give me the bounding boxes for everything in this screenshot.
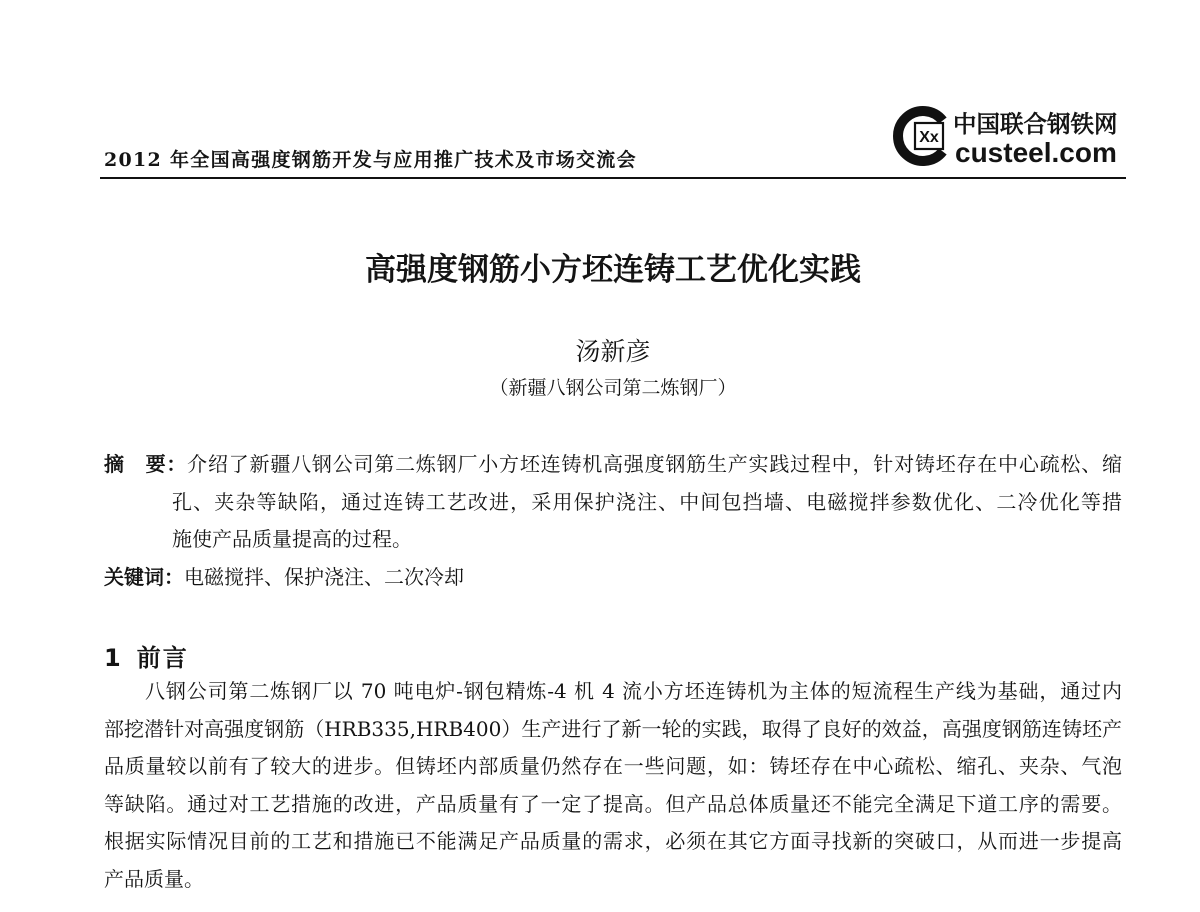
abstract-label: 摘 要： xyxy=(104,452,188,476)
conference-header: 2012 年全国高强度钢筋开发与应用推广技术及市场交流会 xyxy=(104,149,637,171)
abstract xyxy=(104,446,1122,597)
section-heading xyxy=(104,642,189,677)
paragraph-line: 根据实际情况目前的工艺和措施已不能满足产品质量的需求，必须在其它方面寻找新的突破口，从而进一步提高 xyxy=(104,829,1122,853)
abstract-line: 孔、夹杂等缺陷，通过连铸工艺改进，采用保护浇注、中间包挡墙、电磁搅拌参数优化、二冷优化等措 xyxy=(172,489,1122,514)
logo-name-cn: 中国联合钢铁网 xyxy=(953,110,1118,138)
paragraph-line: 等缺陷。通过对工艺措施的改进，产品质量有了一定了提高。但产品总体质量还不能完全满足下道工序的需要。 xyxy=(104,791,1122,816)
paper-title: 高强度钢筋小方坯连铸工艺优化实践 xyxy=(365,252,861,288)
author-name: 汤新彦 xyxy=(575,337,651,366)
paragraph-line: 产品质量。 xyxy=(104,866,204,891)
section-title: 前言 xyxy=(136,644,189,672)
logo-mark-letters: Xx xyxy=(919,129,939,146)
abstract-line xyxy=(104,446,1122,484)
abstract-line: 施使产品质量提高的过程。 xyxy=(172,527,412,552)
keywords xyxy=(104,559,1122,597)
author-affiliation: （新疆八钢公司第二炼钢厂） xyxy=(489,377,737,399)
abstract-text: 介绍了新疆八钢公司第二炼钢厂小方坯连铸机高强度钢筋生产实践过程中，针对铸坯存在中心疏松、缩 xyxy=(187,452,1122,476)
paragraph-line: 八钢公司第二炼钢厂以 70 吨电炉-钢包精炼-4 机 4 流小方坯连铸机为主体的短流程生产线为基础，通过内 xyxy=(145,679,1122,703)
logo-domain: custeel.com xyxy=(955,137,1117,168)
body-paragraph xyxy=(104,673,1122,898)
paragraph-line: 品质量较以前有了较大的进步。但铸坯内部质量仍然存在一些问题，如：铸坯存在中心疏松、缩孔、夹杂、气泡 xyxy=(104,754,1122,778)
keywords-label: 关键词： xyxy=(104,565,184,590)
section-number: 1 xyxy=(104,644,121,672)
custeel-logo-icon xyxy=(893,103,955,169)
header-rule xyxy=(100,177,1126,179)
paragraph-line: 部挖潜针对高强度钢筋（HRB335,HRB400）生产进行了新一轮的实践，取得了良好的效益，高强度钢筋连铸坯产 xyxy=(104,716,1122,741)
keywords-text: 电磁搅拌、保护浇注、二次冷却 xyxy=(184,565,464,590)
